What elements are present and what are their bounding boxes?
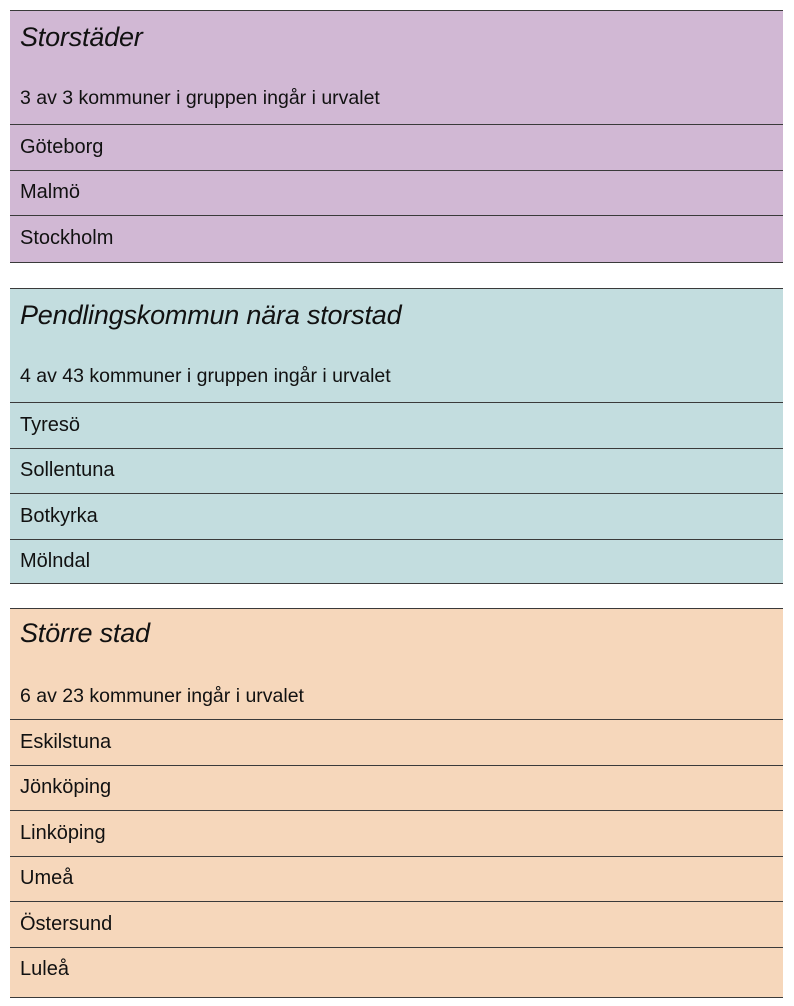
municipality-row: Umeå <box>10 856 783 902</box>
municipality-row: Göteborg <box>10 124 783 170</box>
group-header <box>10 11 783 124</box>
group-title: Storstäder <box>20 22 143 52</box>
municipality-row: Östersund <box>10 901 783 947</box>
group-title: Pendlingskommun nära storstad <box>20 300 402 330</box>
group-subtitle: 3 av 3 kommuner i gruppen ingår i urvalet <box>20 87 380 109</box>
municipality-row: Stockholm <box>10 215 783 261</box>
municipality-row: Tyresö <box>10 402 783 448</box>
group-header <box>10 609 783 719</box>
municipality-row: Malmö <box>10 170 783 216</box>
group-subtitle: 4 av 43 kommuner i gruppen ingår i urvalet <box>20 365 391 387</box>
municipality-row: Botkyrka <box>10 493 783 539</box>
group-pendlingskommun <box>10 288 783 584</box>
group-title: Större stad <box>20 618 150 648</box>
group-header <box>10 289 783 402</box>
municipality-row: Mölndal <box>10 539 783 585</box>
group-subtitle: 6 av 23 kommuner ingår i urvalet <box>20 685 304 707</box>
group-storre-stad <box>10 608 783 998</box>
municipality-row: Sollentuna <box>10 448 783 494</box>
municipality-row: Luleå <box>10 947 783 993</box>
municipality-row: Jönköping <box>10 765 783 811</box>
municipality-row: Eskilstuna <box>10 719 783 765</box>
group-storstader <box>10 10 783 263</box>
municipality-row: Linköping <box>10 810 783 856</box>
